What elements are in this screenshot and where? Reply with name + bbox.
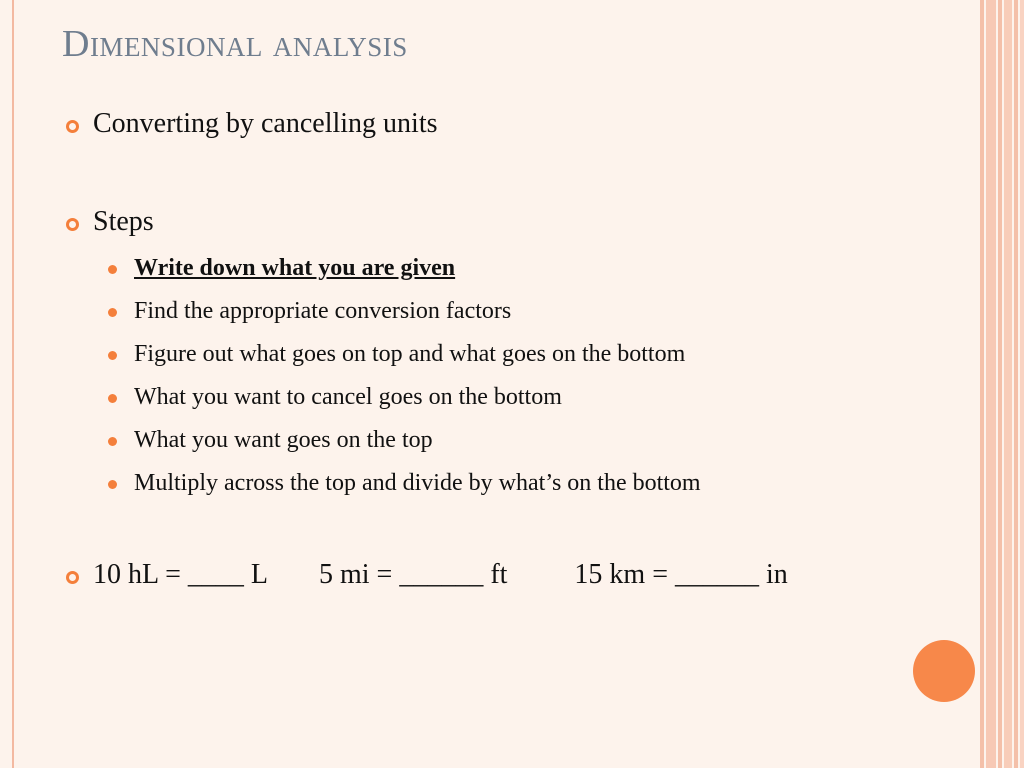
exercise-mi-to-ft: 5 mi = ______ ft	[318, 559, 508, 590]
bullet-dot-icon	[108, 394, 117, 403]
bullet-circle-icon	[66, 120, 79, 133]
step-item: What you want goes on the top	[134, 427, 433, 453]
step-item: Figure out what goes on top and what goes on the bottom	[134, 341, 686, 367]
decorative-stripe	[980, 0, 984, 768]
exercise-hl-to-l: 10 hL = ____ L	[93, 559, 268, 590]
decorative-stripe	[986, 0, 996, 768]
decorative-circle	[913, 640, 975, 702]
decorative-stripe	[1004, 0, 1012, 768]
slide-title: Dimensional analysis	[62, 23, 408, 65]
bullet-dot-icon	[108, 351, 117, 360]
bullet-circle-icon	[66, 571, 79, 584]
decorative-stripe	[1014, 0, 1018, 768]
exercise-km-to-in: 15 km = ______ in	[574, 559, 788, 590]
decorative-stripe	[1020, 0, 1024, 768]
left-rule	[12, 0, 14, 768]
decorative-stripe	[998, 0, 1002, 768]
step-item: Multiply across the top and divide by what’s on the bottom	[134, 470, 701, 496]
step-item: What you want to cancel goes on the bottom	[134, 384, 562, 410]
bullet-converting: Converting by cancelling units	[93, 108, 438, 139]
step-item: Write down what you are given	[134, 255, 456, 281]
exercise-line	[93, 559, 788, 591]
bullet-dot-icon	[108, 265, 117, 274]
bullet-dot-icon	[108, 308, 117, 317]
bullet-dot-icon	[108, 480, 117, 489]
step-item: Find the appropriate conversion factors	[134, 298, 512, 324]
bullet-steps: Steps	[93, 206, 154, 237]
bullet-circle-icon	[66, 218, 79, 231]
bullet-dot-icon	[108, 437, 117, 446]
